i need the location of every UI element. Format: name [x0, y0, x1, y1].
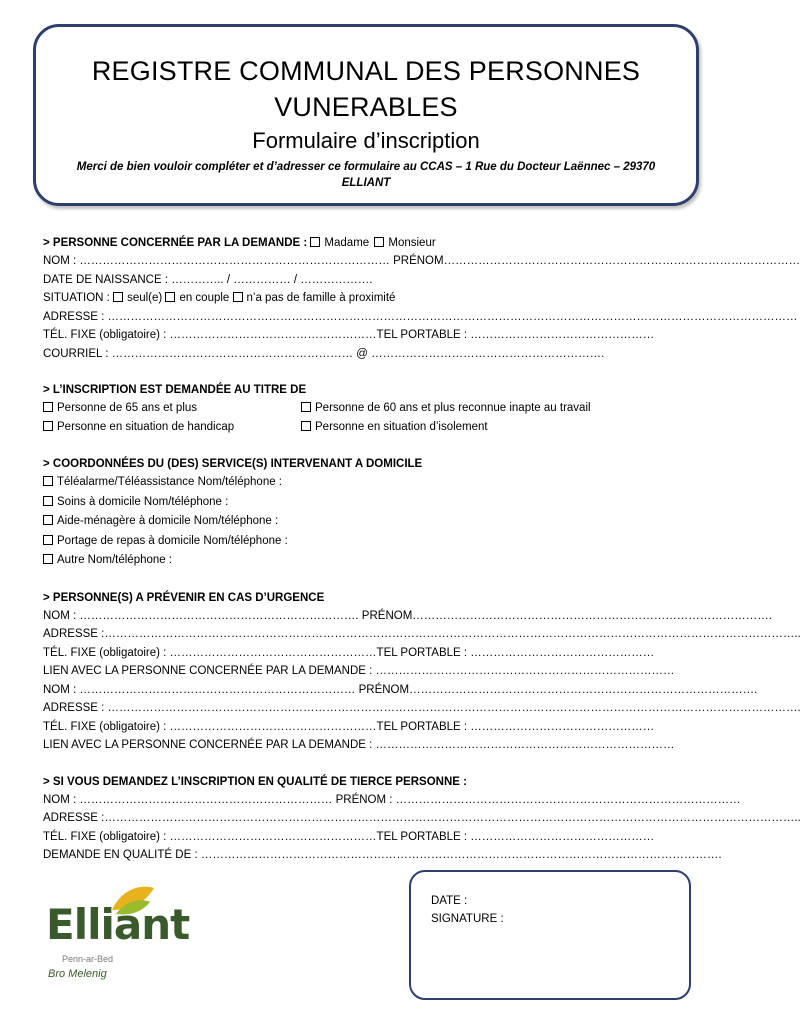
age-60-checkbox[interactable]	[301, 402, 311, 412]
civility-options	[310, 237, 435, 249]
section-title: > COORDONNÉES DU (DES) SERVICE(S) INTERVENANT A DOMICILE	[43, 458, 423, 470]
third-party-phone-field[interactable]: TÉL. FIXE (obligatoire) : ………………………………………………TEL PORTABLE : …………………………………………	[43, 830, 655, 843]
seul-checkbox[interactable]	[113, 292, 123, 302]
contact2-relation-field[interactable]: LIEN AVEC LA PERSONNE CONCERNÉE PAR LA DEMANDE : ……………………………………………………………………	[43, 739, 675, 751]
title-line-2: VUNERABLES	[274, 92, 458, 122]
age-65-checkbox[interactable]	[43, 402, 53, 412]
couple-checkbox[interactable]	[165, 292, 175, 302]
service-item	[43, 551, 683, 571]
section-title: > SI VOUS DEMANDEZ L’INSCRIPTION EN QUALITÉ DE TIERCE PERSONNE :	[43, 775, 467, 788]
nom-field[interactable]: NOM : ……………………………………………………………………… PRÉNOM…………………………………………………………………………………	[43, 255, 801, 267]
monsieur-checkbox[interactable]	[374, 237, 384, 247]
email-field[interactable]: COURRIEL : ……………………………………………………… @ …………………………………………………….	[43, 347, 605, 360]
service-checkbox[interactable]	[43, 515, 53, 525]
logo-tagline: Bro Melenig	[48, 968, 107, 980]
contact1-relation-field[interactable]: LIEN AVEC LA PERSONNE CONCERNÉE PAR LA DEMANDE : ……………………………………………………………………	[43, 665, 675, 677]
third-party-role-field[interactable]: DEMANDE EN QUALITÉ DE : ……………………………………………………………………………………………………………………….	[43, 849, 722, 861]
age-65-label: Personne de 65 ans et plus	[57, 402, 198, 414]
handicap-checkbox[interactable]	[43, 421, 53, 431]
section-registration-reason	[43, 381, 683, 437]
isolation-label: Personne en situation d’isolement	[315, 421, 488, 433]
situation-field	[43, 289, 683, 308]
third-party-adresse-field[interactable]: ADRESSE :………………………………………………………………………………………………………………………………………………………………..	[43, 812, 801, 824]
age-60-label: Personne de 60 ans et plus reconnue inapte au travail	[315, 402, 591, 414]
service-label: Téléalarme/Téléassistance Nom/téléphone :	[57, 476, 283, 488]
section-emergency-contacts	[43, 589, 801, 755]
service-label: Soins à domicile Nom/téléphone :	[57, 495, 229, 508]
third-party-nom-field[interactable]: NOM : ………………………………………………………… PRÉNOM : ………………………………………………………………………………	[43, 793, 741, 806]
signature-field[interactable]: SIGNATURE :	[431, 913, 504, 925]
date-field[interactable]: DATE :	[431, 895, 468, 907]
registration-form	[43, 234, 801, 883]
service-label: Aide-ménagère à domicile Nom/téléphone :	[57, 515, 279, 527]
section-person-concerned	[43, 234, 801, 363]
contact2-adresse-field[interactable]: ADRESSE : ……………………………………………………………………………………………………………………………………………………………….	[43, 702, 801, 714]
logo-subtitle: Penn-ar-Bed	[62, 954, 114, 964]
adresse-field[interactable]: ADRESSE : ………………………………………………………………………………………………………………………………………………………………	[43, 310, 798, 323]
section-home-services	[43, 455, 683, 571]
section-title: > L’INSCRIPTION EST DEMANDÉE AU TITRE DE	[43, 384, 307, 396]
logo-wordmark: Elliant	[46, 900, 190, 949]
service-checkbox[interactable]	[43, 496, 53, 506]
section-third-party	[43, 773, 801, 865]
monsieur-label: Monsieur	[388, 237, 436, 249]
instructions-line-2: ELLIANT	[341, 177, 391, 189]
isolation-checkbox[interactable]	[301, 421, 311, 431]
reason-row	[43, 418, 683, 437]
signature-box	[409, 870, 691, 1000]
service-checkbox[interactable]	[43, 535, 53, 545]
service-checkbox[interactable]	[43, 554, 53, 564]
service-item	[43, 473, 683, 493]
no-family-checkbox[interactable]	[233, 292, 243, 302]
service-item	[43, 512, 683, 532]
service-checkbox[interactable]	[43, 476, 53, 486]
header-box	[33, 24, 699, 206]
phone-field[interactable]: TÉL. FIXE (obligatoire) : ………………………………………………TEL PORTABLE : …………………………………………	[43, 329, 655, 341]
seul-label: seul(e)	[127, 292, 163, 304]
contact2-phone-field[interactable]: TÉL. FIXE (obligatoire) : ………………………………………………TEL PORTABLE : …………………………………………	[43, 720, 655, 733]
title-line-1: REGISTRE COMMUNAL DES PERSONNES	[91, 56, 641, 86]
no-family-label: n’a pas de famille à proximité	[246, 292, 396, 304]
service-item	[43, 493, 683, 513]
form-subtitle: Formulaire d’inscription	[252, 128, 480, 153]
form-title	[36, 53, 696, 125]
service-label: Autre Nom/téléphone :	[57, 554, 173, 566]
situation-label: SITUATION :	[43, 292, 110, 304]
couple-label: en couple	[179, 292, 230, 304]
instructions-line-1: Merci de bien vouloir compléter et d’adresser ce formulaire au CCAS – 1 Rue du Docteur Laënnec – 29370	[76, 161, 656, 173]
section-title-text: > PERSONNE CONCERNÉE PAR LA DEMANDE :	[43, 237, 308, 249]
reason-row	[43, 399, 683, 418]
instructions	[56, 159, 676, 191]
section-title	[43, 234, 683, 252]
service-item	[43, 532, 683, 552]
service-label: Portage de repas à domicile Nom/téléphone :	[57, 534, 288, 547]
section-title: > PERSONNE(S) A PRÉVENIR EN CAS D’URGENCE	[43, 591, 325, 604]
contact2-nom-field[interactable]: NOM : ……………………………………………………………… PRÉNOM……………………………………………………………………………….	[43, 683, 758, 696]
handicap-label: Personne en situation de handicap	[57, 421, 235, 433]
birthdate-field[interactable]: DATE DE NAISSANCE : ………….. / …………… / ……………….	[43, 273, 373, 286]
contact1-nom-field[interactable]: NOM : ………………………………………………………………. PRÉNOM………………………………………………………………………………….	[43, 609, 772, 622]
contact1-adresse-field[interactable]: ADRESSE :………………………………………………………………………………………………………………………………………………………………..	[43, 628, 801, 640]
madame-label: Madame	[324, 237, 370, 249]
contact1-phone-field[interactable]: TÉL. FIXE (obligatoire) : ………………………………………………TEL PORTABLE : …………………………………………	[43, 646, 655, 659]
elliant-logo	[42, 880, 192, 990]
madame-checkbox[interactable]	[310, 237, 320, 247]
